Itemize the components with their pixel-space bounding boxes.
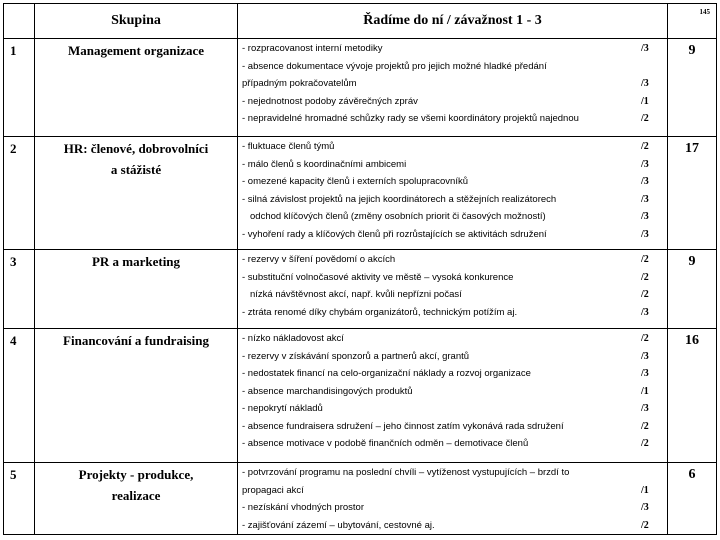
item-score: /3: [641, 211, 649, 222]
table-row: [4, 137, 717, 250]
item-text: - vyhoření rady a klíčových členů při rozrůstajících se aktivitách sdružení: [242, 228, 547, 240]
item-text: - nedostatek financí na celo-organizační náklady a rozvoj organizace: [242, 368, 531, 379]
row-number: 3: [4, 250, 35, 329]
item-score: /2: [641, 271, 649, 283]
item-text: - substituční volnočasové aktivity ve městě – vysoká konkurence: [242, 271, 514, 283]
item-score: /2: [641, 113, 649, 124]
item-score: /1: [641, 385, 649, 397]
group-name-line: a stážisté: [110, 162, 162, 177]
list-item: [242, 251, 665, 269]
item-text: - ztráta renomé díky chybám organizátorů, technickým potížím aj.: [242, 306, 518, 318]
item-text: - nepravidelné hromadné schůzky rady se všemi koordinátory projektů najednou: [242, 113, 579, 124]
item-text: propagaci akcí: [242, 484, 304, 496]
table-row: [4, 463, 717, 535]
row-number: 5: [4, 463, 35, 535]
header-number-cell: [4, 4, 35, 39]
item-score: /2: [641, 333, 649, 344]
item-text: - nízko nákladovost akcí: [242, 333, 344, 344]
list-item: [242, 418, 665, 436]
item-score: /3: [641, 78, 649, 89]
item-text: nízká návštěvnost akcí, např. kvůli nepřízni počasí: [250, 289, 462, 300]
item-text: - absence fundraisera sdružení – jeho činnost zatím vykonává rada sdružení: [242, 420, 564, 432]
item-score: /1: [641, 95, 649, 107]
item-score: /2: [641, 420, 649, 432]
table-row: [4, 39, 717, 137]
group-name-line: Financování a fundraising: [63, 333, 209, 348]
item-text: - omezené kapacity členů i externích spolupracovníků: [242, 176, 469, 187]
list-item: [242, 110, 665, 128]
header-row: [4, 4, 717, 39]
item-score: /2: [641, 438, 649, 449]
list-item: [242, 517, 665, 535]
list-item: [242, 156, 665, 174]
list-item: [242, 348, 665, 366]
group-name-line: Management organizace: [67, 43, 205, 58]
list-item: [242, 93, 665, 111]
list-item: [242, 400, 665, 418]
item-score: /2: [641, 141, 649, 152]
list-item: [242, 304, 665, 322]
list-item: [242, 286, 665, 304]
row-number: 2: [4, 137, 35, 250]
item-score: /1: [641, 484, 649, 496]
list-item: [242, 208, 665, 226]
header-items: Řadíme do ní / závažnost 1 - 3: [238, 4, 668, 39]
items-cell: [238, 250, 668, 329]
items-cell: [238, 137, 668, 250]
page-number: 145: [699, 8, 710, 16]
group-name: [35, 250, 238, 329]
item-score: /3: [641, 158, 649, 170]
items-cell: [238, 39, 668, 137]
item-text: - nezískání vhodných prostor: [242, 502, 364, 513]
list-item: [242, 138, 665, 156]
list-item: [242, 226, 665, 244]
group-name-line: Projekty - produkce,: [78, 467, 194, 482]
list-item: [242, 173, 665, 191]
item-text: - absence motivace v podobě finančních odměn – demotivace členů: [242, 438, 529, 449]
list-item: [242, 75, 665, 93]
group-name-line: PR a marketing: [91, 254, 181, 269]
item-text: případným pokračovatelům: [242, 78, 357, 89]
group-name: [35, 463, 238, 535]
row-number: 4: [4, 329, 35, 463]
row-total: 6: [668, 463, 717, 535]
items-cell: [238, 463, 668, 535]
item-score: /3: [641, 193, 649, 205]
group-name-line: HR: členové, dobrovolníci: [63, 141, 209, 156]
item-text: - absence marchandisingových produktů: [242, 385, 413, 397]
item-score: /3: [641, 176, 649, 187]
row-total: 16: [668, 329, 717, 463]
list-item: [242, 40, 665, 58]
item-score: /2: [641, 254, 649, 265]
item-score: /3: [641, 403, 649, 414]
items-cell: [238, 329, 668, 463]
item-score: /3: [641, 368, 649, 379]
item-score: /2: [641, 289, 649, 300]
item-text: - rezervy v získávání sponzorů a partnerů akcí, grantů: [242, 350, 470, 362]
row-total: 9: [668, 250, 717, 329]
item-text: - málo členů s koordinačními ambicemi: [242, 158, 407, 170]
item-score: /3: [641, 502, 649, 513]
list-item: [242, 330, 665, 348]
list-item: [242, 383, 665, 401]
table-row: [4, 329, 717, 463]
list-item: [242, 499, 665, 517]
item-score: /2: [641, 519, 649, 531]
item-text: - fluktuace členů týmů: [242, 141, 335, 152]
row-number: 1: [4, 39, 35, 137]
list-item: [242, 482, 665, 500]
item-text: - absence dokumentace vývoje projektů pro jejich možné hladké předání: [242, 60, 547, 72]
item-score: /3: [641, 350, 649, 362]
item-text: - rozpracovanost interní metodiky: [242, 43, 383, 54]
item-text: odchod klíčových členů (změny osobních priorit či časových možností): [250, 211, 546, 222]
list-item: [242, 58, 665, 76]
list-item: [242, 464, 665, 482]
list-item: [242, 191, 665, 209]
item-text: - nepokrytí nákladů: [242, 403, 323, 414]
item-text: - zajišťování zázemí – ubytování, cestovné aj.: [242, 519, 435, 531]
table-row: [4, 250, 717, 329]
row-total: 17: [668, 137, 717, 250]
group-name: [35, 329, 238, 463]
group-name: [35, 137, 238, 250]
item-score: /3: [641, 43, 649, 54]
item-score: /3: [641, 306, 649, 318]
risk-table: [3, 3, 717, 535]
item-text: - nejednotnost podoby závěrečných zpráv: [242, 95, 418, 107]
header-group: Skupina: [35, 4, 238, 39]
list-item: [242, 269, 665, 287]
item-text: - rezervy v šíření povědomí o akcích: [242, 254, 396, 265]
item-text: - potvrzování programu na poslední chvíli – vytíženost vystupujících – brzdí to: [242, 467, 570, 478]
item-text: - silná závislost projektů na jejich koordinátorech a stěžejních realizátorech: [242, 193, 557, 205]
list-item: [242, 435, 665, 453]
item-score: /3: [641, 228, 649, 240]
header-total-cell: [668, 4, 717, 39]
row-total: 9: [668, 39, 717, 137]
group-name: [35, 39, 238, 137]
group-name-line: realizace: [111, 488, 161, 503]
list-item: [242, 365, 665, 383]
